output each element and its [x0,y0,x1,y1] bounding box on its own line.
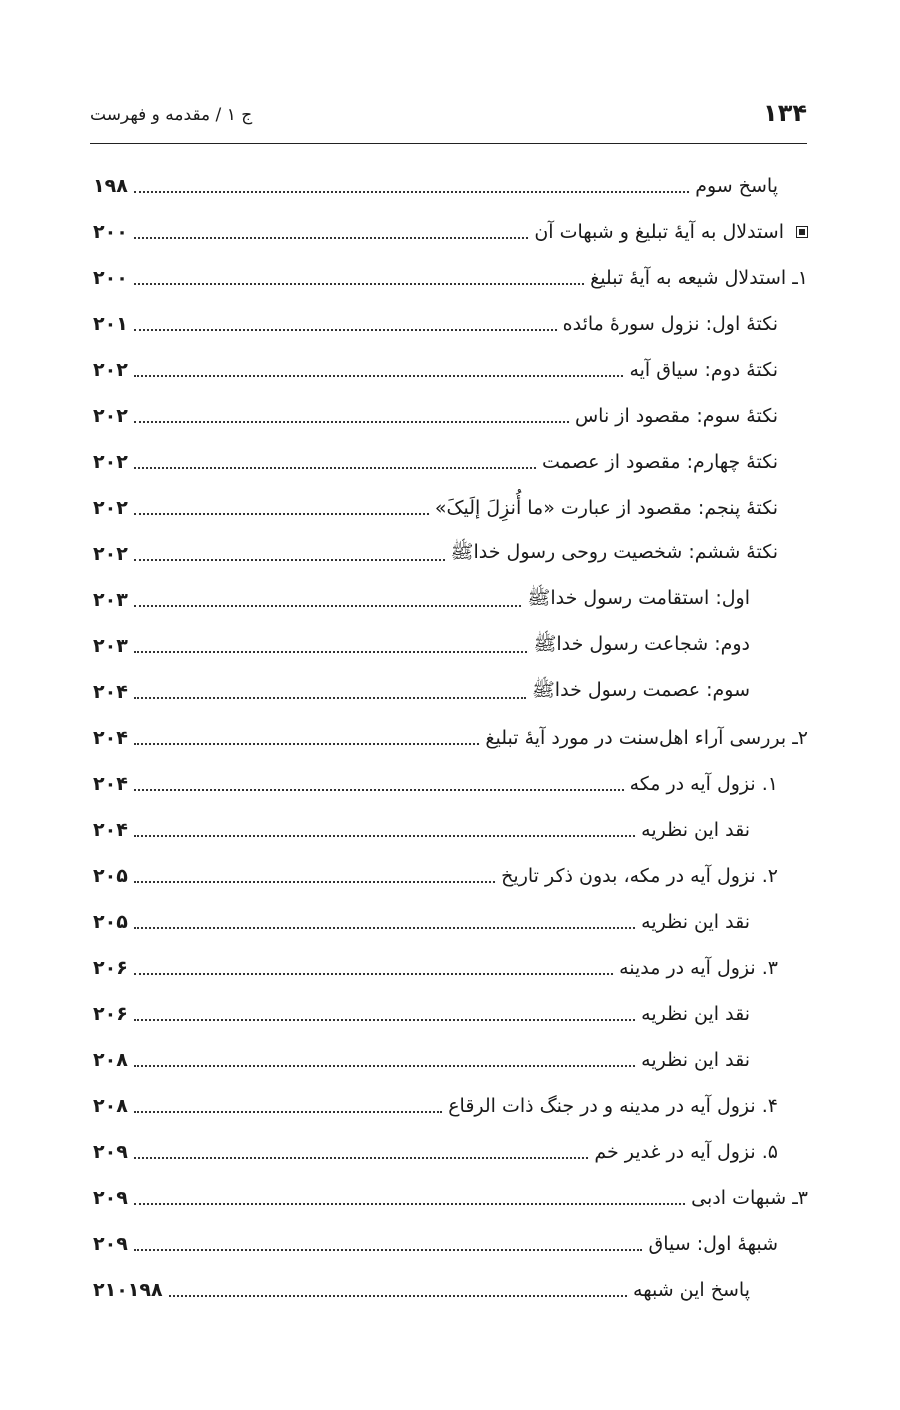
dot-leader [134,769,624,791]
toc-entry-title: ۲ـ بررسی آراء اهل‌سنت در مورد آیهٔ تبلیغ [485,727,808,749]
toc-entry [93,1129,808,1175]
toc-entry-page-number: ۲۰۲ [93,497,128,519]
toc-entry [93,669,808,715]
dot-leader [134,447,536,469]
toc-entry-page-number: ۲۰۱ [93,313,128,335]
toc-entry [93,439,808,485]
toc-entry-title: نقد این نظریه [641,1003,750,1025]
dot-leader [134,723,480,745]
toc-entry-title: ۱ـ استدلال شیعه به آیهٔ تبلیغ [590,267,808,289]
toc-entry-title: نکتهٔ دوم: سیاق آیه [629,359,778,381]
toc-entry-title: پاسخ این شبهه [633,1279,750,1301]
toc-entry [93,577,808,623]
dot-leader [134,953,613,975]
toc-entry-page-number: ۲۰۲ [93,543,128,565]
dot-leader [134,1045,635,1067]
dot-leader [134,263,584,285]
dot-leader [134,585,522,607]
toc-entry-page-number: ۲۰۲ [93,405,128,427]
toc-entry-title: ۱. نزول آیه در مکه [629,773,778,795]
dot-leader [134,631,528,653]
toc-entry-page-number: ۲۰۹ [93,1187,128,1209]
toc-entry-title: ۲. نزول آیه در مکه، بدون ذکر تاریخ [501,865,778,887]
toc-entry-title: نکتهٔ اول: نزول سورهٔ مائده [562,313,778,335]
toc-entry-page-number: ۲۰۲ [93,359,128,381]
square-bullet-icon [796,226,808,238]
toc-entry-page-number: ۲۰۸ [93,1095,128,1117]
page-header [90,95,807,144]
toc-entry [93,853,808,899]
toc-entry-page-number: ۲۱۰۱۹۸ [93,1279,163,1301]
toc-entry-page-number: ۲۰۳ [93,589,128,611]
toc-entry-page-number: ۲۰۴ [93,819,128,841]
toc-entry [93,1175,808,1221]
toc-entry-page-number: ۲۰۲ [93,451,128,473]
toc-entry-title: دوم: شجاعت رسول خداﷺ [533,633,750,655]
toc-entry [93,255,808,301]
dot-leader [134,309,557,331]
dot-leader [134,999,635,1021]
dot-leader [134,217,529,239]
dot-leader [134,677,526,699]
toc-entry-title: پاسخ سوم [695,175,778,197]
toc-entry-title: ۳. نزول آیه در مدینه [619,957,778,979]
toc-entry [93,715,808,761]
toc-entry-title: نقد این نظریه [641,911,750,933]
toc-entry-title: نکتهٔ پنجم: مقصود از عبارت «ما أُنزِلَ إلَیکَ» [434,497,778,519]
toc-entry [93,1083,808,1129]
toc-entry-page-number: ۲۰۹ [93,1233,128,1255]
dot-leader [134,1183,685,1205]
toc-entry [93,991,808,1037]
toc-entry-title: ۵. نزول آیه در غدیر خم [594,1141,778,1163]
dot-leader [134,1137,589,1159]
toc-entry-page-number: ۲۰۶ [93,957,128,979]
toc-entry [93,209,808,255]
toc-entry [93,807,808,853]
dot-leader [134,171,689,193]
dot-leader [134,539,445,561]
dot-leader [134,861,495,883]
toc-entry-title: نکتهٔ ششم: شخصیت روحی رسول خداﷺ [450,541,778,563]
toc-entry-page-number: ۲۰۶ [93,1003,128,1025]
toc-entry-page-number: ۲۰۵ [93,911,128,933]
toc-entry-page-number: ۲۰۴ [93,773,128,795]
toc-entry-page-number: ۲۰۰ [93,267,128,289]
page-number: ۱۳۴ [763,99,807,127]
toc-entry [93,347,808,393]
toc-entry [93,163,808,209]
toc-entry [93,393,808,439]
toc-entry-title: ۳ـ شبهات ادبی [691,1187,808,1209]
toc-entry [93,485,808,531]
toc-entry-page-number: ۲۰۰ [93,221,128,243]
toc-entry-title: ۴. نزول آیه در مدینه و در جنگ ذات الرقاع [448,1095,778,1117]
dot-leader [134,355,624,377]
dot-leader [134,401,569,423]
dot-leader [169,1275,627,1297]
toc-entry-title: نقد این نظریه [641,819,750,841]
toc-entry-title: نکتهٔ سوم: مقصود از ناس [574,405,778,427]
toc-entry-title: استدلال به آیهٔ تبلیغ و شبهات آن [534,221,784,243]
toc-entry-page-number: ۲۰۸ [93,1049,128,1071]
toc-entry [93,623,808,669]
toc-entry [93,899,808,945]
toc-entry-title: اول: استقامت رسول خداﷺ [527,587,750,609]
toc-entry-title: نکتهٔ چهارم: مقصود از عصمت [542,451,778,473]
toc-entry-page-number: ۲۰۵ [93,865,128,887]
running-title: ج ۱ / مقدمه و فهرست [90,105,253,125]
toc-entry [93,761,808,807]
toc-entry-page-number: ۲۰۴ [93,681,128,703]
toc-entry [93,945,808,991]
toc-entry-page-number: ۱۹۸ [93,175,128,197]
toc-entry-title: نقد این نظریه [641,1049,750,1071]
toc-entry [93,531,808,577]
toc-entry [93,301,808,347]
dot-leader [134,1229,643,1251]
dot-leader [134,1091,442,1113]
dot-leader [134,815,635,837]
toc-entry-title: شبههٔ اول: سیاق [648,1233,778,1255]
toc-entry-page-number: ۲۰۳ [93,635,128,657]
toc-entry [93,1267,808,1313]
dot-leader [134,493,429,515]
table-of-contents [93,163,808,1313]
toc-entry [93,1037,808,1083]
toc-entry [93,1221,808,1267]
toc-entry-page-number: ۲۰۴ [93,727,128,749]
dot-leader [134,907,635,929]
toc-entry-title: سوم: عصمت رسول خداﷺ [531,679,750,701]
toc-entry-page-number: ۲۰۹ [93,1141,128,1163]
